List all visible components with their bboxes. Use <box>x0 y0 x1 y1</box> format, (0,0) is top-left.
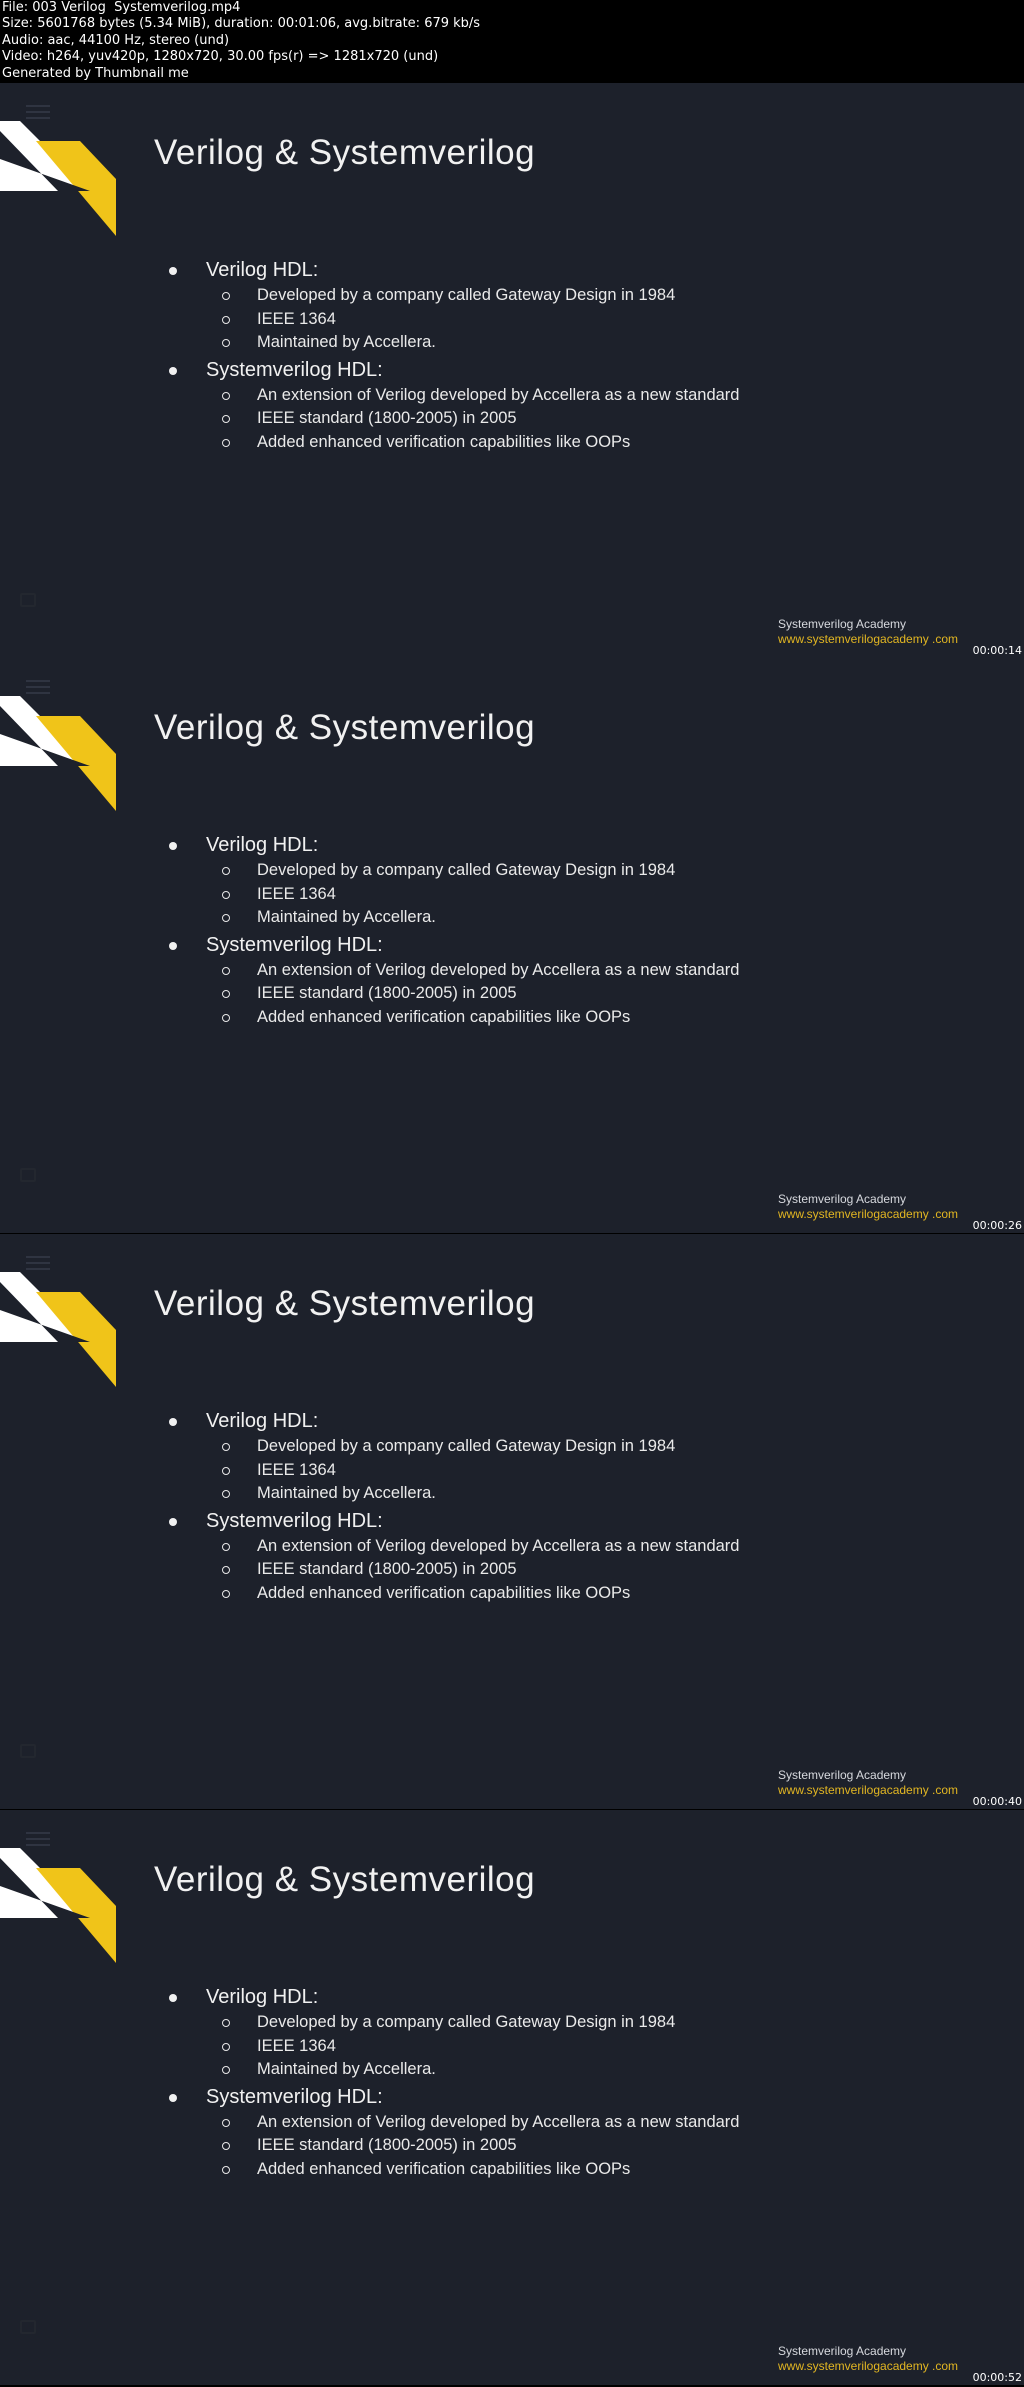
slide-notes-icon <box>20 2320 36 2334</box>
bullet-systemverilog <box>0 359 1000 383</box>
filled-bullet-icon <box>169 1518 177 1526</box>
filled-bullet-icon <box>169 367 177 375</box>
sub-bullet-item <box>0 1436 1000 1460</box>
sub-bullet-item <box>0 2112 1000 2136</box>
sub-bullet-text: IEEE standard (1800-2005) in 2005 <box>257 984 517 1002</box>
slide-notes-icon <box>20 593 36 607</box>
frame-timestamp: 00:00:14 <box>972 644 1022 657</box>
file-info-header <box>0 0 1024 83</box>
academy-name: Systemverilog Academy <box>778 2344 907 2358</box>
sub-bullet-item <box>0 1536 1000 1560</box>
hollow-bullet-icon <box>222 1543 230 1551</box>
menu-icon <box>26 105 50 121</box>
slide-corner-decoration <box>0 1272 120 1392</box>
sub-bullet-text: An extension of Verilog developed by Accellera as a new standard <box>257 2112 740 2131</box>
bullet-verilog <box>0 259 1000 283</box>
bullet-systemverilog <box>0 2086 1000 2110</box>
hollow-bullet-icon <box>222 2142 230 2150</box>
sub-bullet-text: Developed by a company called Gateway Design in 1984 <box>257 861 676 879</box>
generator-info-line: Generated by Thumbnail me <box>2 65 189 81</box>
bullet-list <box>0 1410 1000 1606</box>
menu-icon <box>26 680 50 696</box>
slide-corner-decoration <box>0 121 120 241</box>
slide-title: Verilog & Systemverilog <box>154 133 536 172</box>
hollow-bullet-icon <box>222 2166 230 2174</box>
sub-bullet-text: Maintained by Accellera. <box>257 333 436 351</box>
academy-name: Systemverilog Academy <box>778 1768 907 1782</box>
hollow-bullet-icon <box>222 2019 230 2027</box>
sub-bullet-text: An extension of Verilog developed by Accellera as a new standard <box>257 1536 740 1555</box>
sub-bullet-item <box>0 385 1000 409</box>
sub-bullet-item <box>0 432 1000 456</box>
bullet-verilog <box>0 834 1000 858</box>
hollow-bullet-icon <box>222 2066 230 2074</box>
bullet-label: Verilog HDL: <box>206 259 319 281</box>
slide-title: Verilog & Systemverilog <box>154 1860 536 1899</box>
sub-bullet-item <box>0 884 1000 908</box>
sub-bullet-item <box>0 332 1000 356</box>
sub-bullet-item <box>0 2135 1000 2159</box>
hollow-bullet-icon <box>222 2043 230 2051</box>
hollow-bullet-icon <box>222 967 230 975</box>
sub-bullet-item <box>0 1483 1000 1507</box>
bullet-label: Systemverilog HDL: <box>206 358 383 381</box>
sub-bullet-text: Developed by a company called Gateway Design in 1984 <box>257 286 676 304</box>
bullet-label: Verilog HDL: <box>206 1410 319 1432</box>
sub-bullet-text: IEEE standard (1800-2005) in 2005 <box>257 409 517 427</box>
bullet-list <box>0 259 1000 455</box>
video-frame-4 <box>0 1810 1024 2385</box>
sub-bullet-item <box>0 2012 1000 2036</box>
sub-bullet-text: Added enhanced verification capabilities like OOPs <box>257 1583 631 1602</box>
sub-bullet-item <box>0 907 1000 931</box>
hollow-bullet-icon <box>222 1490 230 1498</box>
video-frame-2 <box>0 658 1024 1233</box>
slide-notes-icon <box>20 1168 36 1182</box>
sub-bullet-item <box>0 1007 1000 1031</box>
slide-corner-decoration <box>0 1848 120 1968</box>
hollow-bullet-icon <box>222 339 230 347</box>
sub-bullet-text: Developed by a company called Gateway Design in 1984 <box>257 1437 676 1455</box>
sub-bullet-item <box>0 960 1000 984</box>
sub-bullet-text: An extension of Verilog developed by Accellera as a new standard <box>257 385 740 404</box>
hollow-bullet-icon <box>222 914 230 922</box>
video-frame-1 <box>0 83 1024 658</box>
hollow-bullet-icon <box>222 1590 230 1598</box>
hollow-bullet-icon <box>222 867 230 875</box>
filled-bullet-icon <box>169 942 177 950</box>
slide-title: Verilog & Systemverilog <box>154 1284 536 1323</box>
filled-bullet-icon <box>169 1418 177 1426</box>
sub-bullet-item <box>0 285 1000 309</box>
filled-bullet-icon <box>169 2094 177 2102</box>
sub-bullet-item <box>0 309 1000 333</box>
sub-bullet-text: IEEE 1364 <box>257 2036 336 2055</box>
academy-url[interactable]: www.systemverilogacademy .com <box>778 2359 959 2373</box>
sub-bullet-text: IEEE 1364 <box>257 1460 336 1479</box>
academy-name: Systemverilog Academy <box>778 1192 907 1206</box>
bullet-label: Systemverilog HDL: <box>206 1509 383 1532</box>
sub-bullet-item <box>0 860 1000 884</box>
bullet-list <box>0 834 1000 1030</box>
hollow-bullet-icon <box>222 2119 230 2127</box>
sub-bullet-text: IEEE standard (1800-2005) in 2005 <box>257 1560 517 1578</box>
filled-bullet-icon <box>169 267 177 275</box>
frame-timestamp: 00:00:40 <box>972 1795 1022 1808</box>
video-info-line: Video: h264, yuv420p, 1280x720, 30.00 fps(r) => 1281x720 (und) <box>2 49 439 65</box>
bullet-list <box>0 1986 1000 2182</box>
hollow-bullet-icon <box>222 316 230 324</box>
video-frame-3 <box>0 1234 1024 1809</box>
frame-timestamp: 00:00:52 <box>972 2371 1022 2384</box>
sub-bullet-text: Added enhanced verification capabilities like OOPs <box>257 432 631 451</box>
frame-timestamp: 00:00:26 <box>972 1219 1022 1232</box>
academy-name: Systemverilog Academy <box>778 617 907 631</box>
hollow-bullet-icon <box>222 439 230 447</box>
sub-bullet-item <box>0 2036 1000 2060</box>
hollow-bullet-icon <box>222 415 230 423</box>
audio-info-line: Audio: aac, 44100 Hz, stereo (und) <box>2 32 230 48</box>
hollow-bullet-icon <box>222 392 230 400</box>
hollow-bullet-icon <box>222 1014 230 1022</box>
sub-bullet-item <box>0 2159 1000 2183</box>
bullet-label: Systemverilog HDL: <box>206 933 383 956</box>
bullet-label: Verilog HDL: <box>206 1986 319 2008</box>
sub-bullet-item <box>0 983 1000 1007</box>
academy-url[interactable]: www.systemverilogacademy .com <box>778 1783 959 1797</box>
file-info-line: File: 003 Verilog Systemverilog.mp4 <box>2 0 241 15</box>
sub-bullet-item <box>0 1583 1000 1607</box>
bullet-systemverilog <box>0 1510 1000 1534</box>
size-info-line: Size: 5601768 bytes (5.34 MiB), duration: 00:01:06, avg.bitrate: 679 kb/s <box>2 16 481 32</box>
sub-bullet-text: Added enhanced verification capabilities like OOPs <box>257 2159 631 2178</box>
sub-bullet-text: IEEE 1364 <box>257 884 336 903</box>
sub-bullet-text: Maintained by Accellera. <box>257 1484 436 1502</box>
sub-bullet-text: Developed by a company called Gateway Design in 1984 <box>257 2013 676 2031</box>
sub-bullet-text: Maintained by Accellera. <box>257 908 436 926</box>
sub-bullet-text: Added enhanced verification capabilities like OOPs <box>257 1007 631 1026</box>
bullet-verilog <box>0 1986 1000 2010</box>
sub-bullet-item <box>0 408 1000 432</box>
hollow-bullet-icon <box>222 990 230 998</box>
sub-bullet-text: An extension of Verilog developed by Accellera as a new standard <box>257 960 740 979</box>
sub-bullet-text: Maintained by Accellera. <box>257 2060 436 2078</box>
sub-bullet-item <box>0 1460 1000 1484</box>
bullet-label: Systemverilog HDL: <box>206 2085 383 2108</box>
slide-corner-decoration <box>0 696 120 816</box>
menu-icon <box>26 1832 50 1848</box>
hollow-bullet-icon <box>222 1443 230 1451</box>
bullet-label: Verilog HDL: <box>206 834 319 856</box>
slide-title: Verilog & Systemverilog <box>154 708 536 747</box>
filled-bullet-icon <box>169 842 177 850</box>
bullet-verilog <box>0 1410 1000 1434</box>
hollow-bullet-icon <box>222 1467 230 1475</box>
sub-bullet-text: IEEE standard (1800-2005) in 2005 <box>257 2136 517 2154</box>
sub-bullet-item <box>0 1559 1000 1583</box>
hollow-bullet-icon <box>222 1566 230 1574</box>
sub-bullet-text: IEEE 1364 <box>257 309 336 328</box>
slide-notes-icon <box>20 1744 36 1758</box>
hollow-bullet-icon <box>222 891 230 899</box>
bullet-systemverilog <box>0 934 1000 958</box>
menu-icon <box>26 1256 50 1272</box>
academy-url[interactable]: www.systemverilogacademy .com <box>778 1207 959 1221</box>
hollow-bullet-icon <box>222 292 230 300</box>
sub-bullet-item <box>0 2059 1000 2083</box>
academy-url[interactable]: www.systemverilogacademy .com <box>778 632 959 646</box>
filled-bullet-icon <box>169 1994 177 2002</box>
